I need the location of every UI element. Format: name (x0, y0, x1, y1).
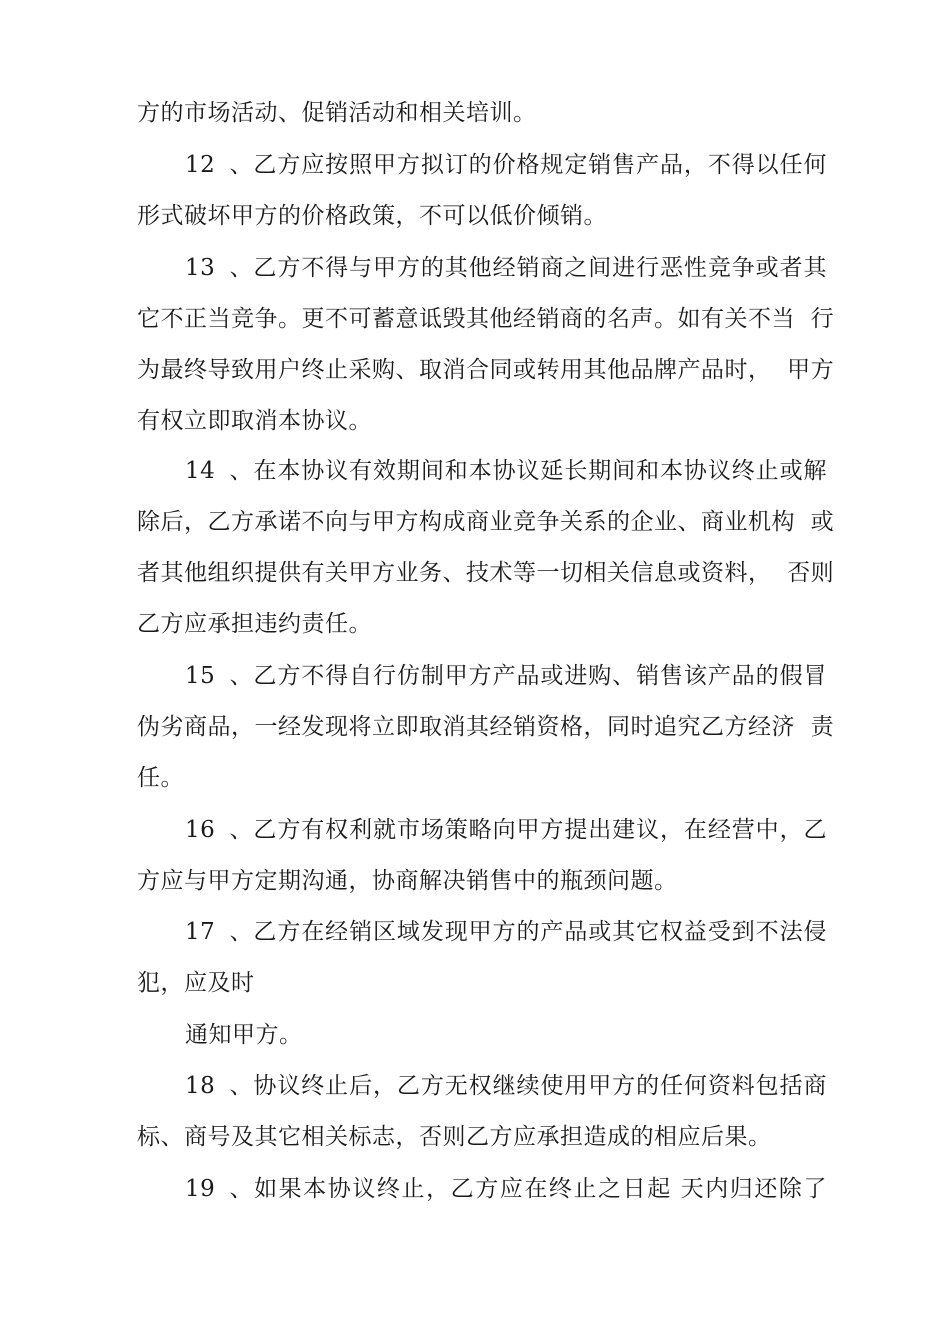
text-line (137, 712, 835, 742)
line-text: 方应与甲方定期沟通，协商解决销售中的瓶颈问题。 (137, 868, 678, 894)
clause-number: 13、 (185, 255, 253, 281)
line-text: 除后，乙方承诺不向与甲方构成商业竞争关系的企业、商业机构 或 (137, 509, 835, 535)
clause-14-line (137, 456, 827, 486)
clause-number: 19、 (185, 1176, 253, 1202)
text-line (137, 98, 827, 128)
clause-12-line (137, 150, 827, 180)
line-text: 者其他组织提供有关甲方业务、技术等一切相关信息或资料， 否则 (137, 560, 835, 586)
line-text: 为最终导致用户终止采购、取消合同或转用其他品牌产品时， 甲方 (137, 357, 835, 383)
text-line (137, 355, 835, 385)
line-text: 乙方不得与甲方的其他经销商之间进行恶性竞争或者其 (253, 255, 827, 281)
clause-number: 16、 (185, 817, 253, 843)
text-line (137, 866, 827, 896)
line-text: 乙方应按照甲方拟订的价格规定销售产品，不得以任何 (253, 152, 827, 178)
line-text: 任。 (137, 765, 184, 791)
line-text: 乙方不得自行仿制甲方产品或进购、销售该产品的假冒 (253, 663, 827, 689)
line-text: 方的市场活动、促销活动和相关培训。 (137, 100, 537, 126)
clause-number: 17、 (185, 919, 253, 945)
clause-18-line (137, 1071, 827, 1101)
clause-number: 15、 (185, 663, 253, 689)
text-line (137, 1122, 827, 1152)
clause-number: 12、 (185, 152, 253, 178)
clause-13-line (137, 253, 827, 283)
clause-17-line (137, 917, 827, 947)
text-line-indented (185, 1020, 875, 1050)
clause-number: 14、 (185, 458, 253, 484)
line-text: 标、商号及其它相关标志，否则乙方应承担造成的相应后果。 (137, 1124, 772, 1150)
line-text: 乙方应承担违约责任。 (137, 611, 372, 637)
text-line (137, 968, 827, 998)
text-line (137, 507, 835, 537)
line-text: 如果本协议终止，乙方应在终止之日起 天内归还除了 (253, 1176, 827, 1202)
line-text: 形式破坏甲方的价格政策，不可以低价倾销。 (137, 203, 607, 229)
line-text: 它不正当竞争。更不可蓄意诋毁其他经销商的名声。如有关不当 行 (137, 306, 835, 332)
clause-number: 18、 (185, 1073, 253, 1099)
text-line (137, 558, 835, 588)
text-line (137, 609, 827, 639)
clause-15-line (137, 661, 827, 691)
line-text: 有权立即取消本协议。 (137, 408, 372, 434)
line-text: 在本协议有效期间和本协议延长期间和本协议终止或解 (253, 458, 827, 484)
clause-16-line (137, 815, 827, 845)
text-line (137, 406, 827, 436)
line-text: 伪劣商品，一经发现将立即取消其经销资格，同时追究乙方经济 责 (137, 714, 835, 740)
text-line (137, 304, 835, 334)
text-line (137, 763, 827, 793)
line-text: 乙方有权利就市场策略向甲方提出建议，在经营中，乙 (253, 817, 827, 843)
line-text: 犯，应及时 (137, 970, 255, 996)
clause-19-line (137, 1174, 827, 1204)
line-text: 通知甲方。 (185, 1022, 303, 1048)
text-line (137, 201, 827, 231)
line-text: 乙方在经销区域发现甲方的产品或其它权益受到不法侵 (253, 919, 827, 945)
line-text: 协议终止后，乙方无权继续使用甲方的任何资料包括商 (253, 1073, 827, 1099)
